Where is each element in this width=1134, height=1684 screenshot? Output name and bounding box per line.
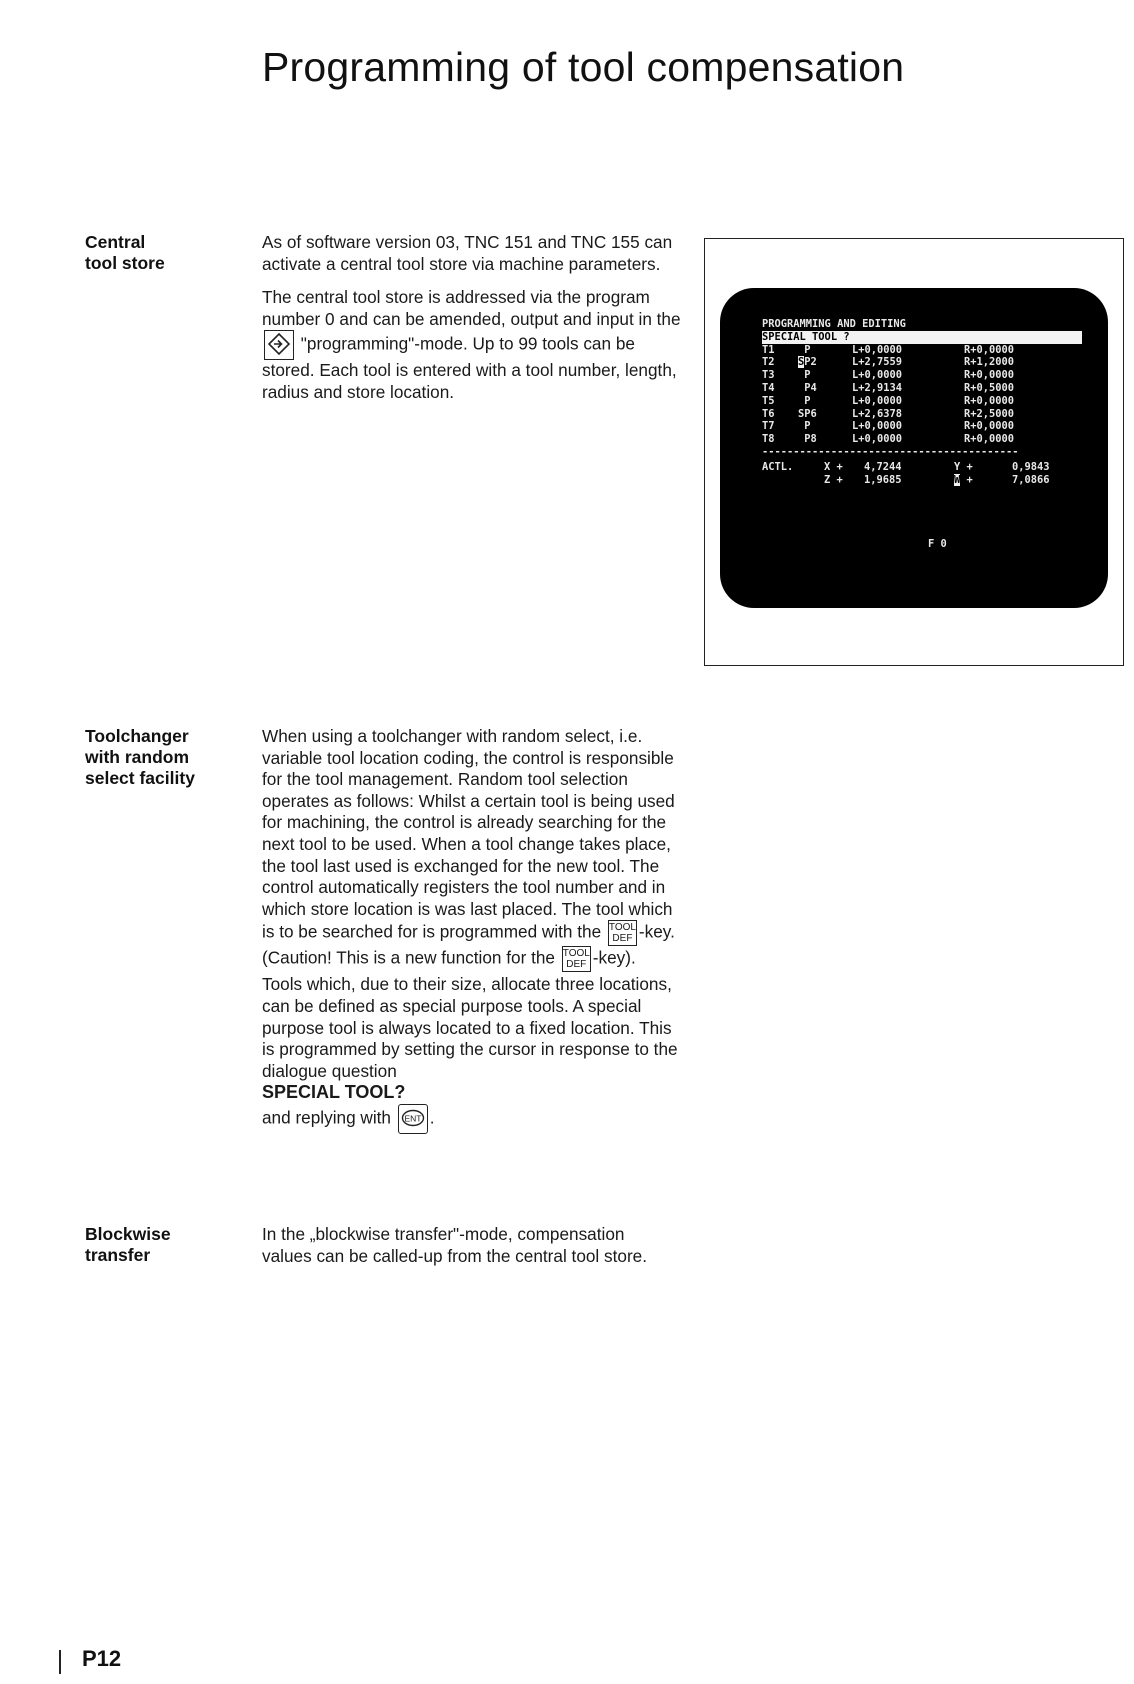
tool-row [762, 433, 1082, 446]
screen-cursor: W [954, 473, 961, 486]
heading-line: tool store [85, 253, 165, 273]
tool-radius: R+0,0000 [964, 394, 1015, 407]
text-run: "programming"-mode. Up to 99 tools can be stored. Each tool is entered with a tool number, length, radius and store location. [262, 333, 677, 402]
ent-key-icon [398, 1104, 428, 1134]
tool-location: P [798, 369, 811, 382]
tool-number: T1 [762, 343, 775, 356]
tool-location: SP6 [798, 407, 817, 420]
actual-position-row [762, 474, 1082, 487]
heading-line: transfer [85, 1245, 151, 1265]
axis-label: Z + [824, 473, 843, 486]
tool-row [762, 408, 1082, 421]
tool-radius: R+0,0000 [964, 433, 1015, 446]
tool-number: T6 [762, 407, 775, 420]
heading-line: Blockwise [85, 1224, 171, 1244]
paragraph: As of software version 03, TNC 151 and TNC 155 can activate a central tool store via machine parameters. [262, 232, 673, 274]
tool-radius: R+0,0000 [964, 420, 1015, 433]
special-tool-question: SPECIAL TOOL? [262, 1082, 406, 1103]
tool-radius: R+1,2000 [964, 356, 1015, 369]
feed-display [928, 538, 988, 551]
tool-length: L+2,9134 [852, 381, 903, 394]
tool-number: T2 [762, 356, 775, 369]
screen-header: PROGRAMMING AND EDITING [762, 318, 906, 330]
tool-length: L+2,7559 [852, 356, 903, 369]
blockwise-transfer-text [262, 1224, 672, 1267]
heading-line: Central [85, 232, 146, 252]
dialog-text: SPECIAL TOOL ? [762, 330, 850, 343]
tool-radius: R+0,0000 [964, 369, 1015, 382]
heading-line: select facility [85, 768, 195, 788]
text-run: -key). [592, 947, 636, 968]
tool-row [762, 356, 1082, 369]
margin-rule [59, 1650, 61, 1674]
heading-toolchanger [85, 726, 195, 789]
programming-mode-key-icon [264, 330, 294, 360]
tool-radius: R+2,5000 [964, 407, 1015, 420]
heading-line: with random [85, 747, 190, 767]
text-run: Tools which, due to their size, allocate three locations, can be defined as special purpose tools. A special purpose tool is always located to a fixed location. This is programmed by setting the cursor in response to the dialogue question [262, 974, 678, 1081]
tool-number: T5 [762, 394, 775, 407]
heading-central-tool-store [85, 232, 165, 274]
tool-number: T4 [762, 381, 775, 394]
tool-location: P8 [798, 433, 817, 446]
page-title: Programming of tool compensation [262, 44, 905, 90]
text-run: -key. (Caution! This is a new function for the [262, 921, 675, 968]
screen-cursor: S [798, 356, 805, 369]
tool-number: T8 [762, 433, 775, 446]
tool-length: L+0,0000 [852, 433, 903, 446]
axis-sign: + [966, 473, 973, 486]
tool-length: L+0,0000 [852, 394, 903, 407]
axis-label [954, 474, 1012, 487]
tool-row [762, 382, 1082, 395]
tool-row [762, 395, 1082, 408]
tool-radius: R+0,5000 [964, 381, 1015, 394]
text-run: When using a toolchanger with random select, i.e. variable tool location coding, the control is responsible for the tool management. Random tool selection operates as follows: Whilst a certain tool is being used for machining, the control is already searching for the next tool to be used. When a tool change takes place, the tool last used is exchanged for the new tool. The control automatically registers the tool number and in which store location is was last placed. The tool which is to be searched for is programmed with the [262, 726, 675, 942]
axis-label: X + [824, 460, 843, 473]
central-tool-store-text [262, 232, 682, 404]
tool-location: P [798, 394, 811, 407]
screen-dialog-line [762, 331, 1082, 344]
tool-length: L+0,0000 [852, 369, 903, 382]
key-label: DEF [612, 933, 633, 945]
tool-number: T3 [762, 369, 775, 382]
screen-divider: ----------------------------------------- [762, 445, 1019, 458]
heading-blockwise-transfer [85, 1224, 171, 1266]
tnc-screen-display [720, 288, 1108, 608]
tool-location: P [798, 343, 811, 356]
actual-position-row [762, 461, 1082, 474]
page-number: P12 [82, 1646, 122, 1671]
actl-label: ACTL. [762, 460, 794, 473]
tool-number: T7 [762, 420, 775, 433]
tool-length: L+0,0000 [852, 420, 903, 433]
ent-key-label: ENT [404, 1113, 422, 1124]
axis-value: 4,7244 [864, 460, 902, 473]
text-run: . [429, 1107, 435, 1128]
location-text: P2 [804, 356, 817, 369]
screen-text [762, 318, 1082, 486]
paragraph [262, 726, 682, 972]
heading-line: Toolchanger [85, 726, 189, 746]
toolchanger-text [262, 726, 682, 1134]
tool-row [762, 420, 1082, 433]
tool-row [762, 344, 1082, 357]
tool-def-key-icon [562, 946, 591, 972]
paragraph [262, 287, 682, 403]
tool-location: P4 [798, 381, 817, 394]
key-label: DEF [566, 959, 587, 971]
axis-value: 0,9843 [1012, 460, 1050, 473]
tool-def-key-icon [608, 920, 637, 946]
feed-text: F 0 [928, 538, 947, 550]
tool-location [798, 356, 852, 369]
paragraph: In the „blockwise transfer"-mode, compensation values can be called-up from the central tool store. [262, 1224, 648, 1266]
key-label: TOOL [562, 948, 590, 960]
tool-length: L+0,0000 [852, 343, 903, 356]
tool-radius: R+0,0000 [964, 343, 1015, 356]
tool-row [762, 369, 1082, 382]
axis-label: Y + [954, 460, 973, 473]
axis-value: 1,9685 [864, 473, 902, 486]
text-run: and replying with [262, 1107, 391, 1128]
tool-length: L+2,6378 [852, 407, 903, 420]
text-run: The central tool store is addressed via the program number 0 and can be amended, output and input in the [262, 287, 681, 329]
axis-value: 7,0866 [1012, 473, 1050, 486]
key-label: TOOL [608, 922, 636, 934]
paragraph [262, 974, 682, 1134]
tool-location: P [798, 420, 811, 433]
